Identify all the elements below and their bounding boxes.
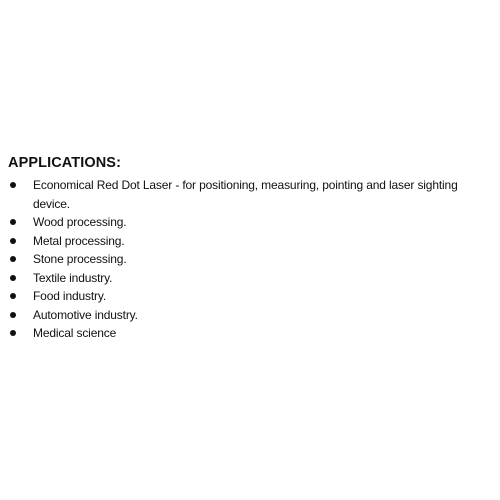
bullet-icon — [10, 238, 16, 244]
bullet-icon — [10, 256, 16, 262]
applications-list — [8, 176, 494, 343]
bullet-icon — [10, 312, 16, 318]
list-item-text: Economical Red Dot Laser - for positioning, measuring, pointing and laser sighting device. — [33, 178, 458, 211]
applications-section — [8, 155, 494, 343]
list-item-text: Stone processing. — [33, 252, 127, 266]
bullet-icon — [10, 330, 16, 336]
list-item-wood — [8, 213, 494, 232]
list-item-medical — [8, 324, 494, 343]
bullet-icon — [10, 293, 16, 299]
list-item-text: Automotive industry. — [33, 307, 138, 322]
bullet-icon — [10, 182, 16, 188]
list-item-metal — [8, 232, 494, 251]
list-item-laser — [8, 176, 494, 213]
bullet-icon — [10, 275, 16, 281]
bullet-icon — [10, 219, 16, 225]
list-item-text: Food industry. — [33, 289, 107, 303]
list-item-textile — [8, 269, 494, 288]
list-item-text: Wood processing. — [33, 215, 127, 229]
list-item-text: Textile industry. — [33, 270, 113, 285]
list-item-automotive — [8, 306, 494, 325]
list-item-food — [8, 287, 494, 306]
section-heading: APPLICATIONS: — [8, 155, 122, 171]
list-item-text: Medical science — [33, 326, 117, 340]
list-item-text: Metal processing. — [33, 233, 125, 248]
list-item-stone — [8, 250, 494, 269]
